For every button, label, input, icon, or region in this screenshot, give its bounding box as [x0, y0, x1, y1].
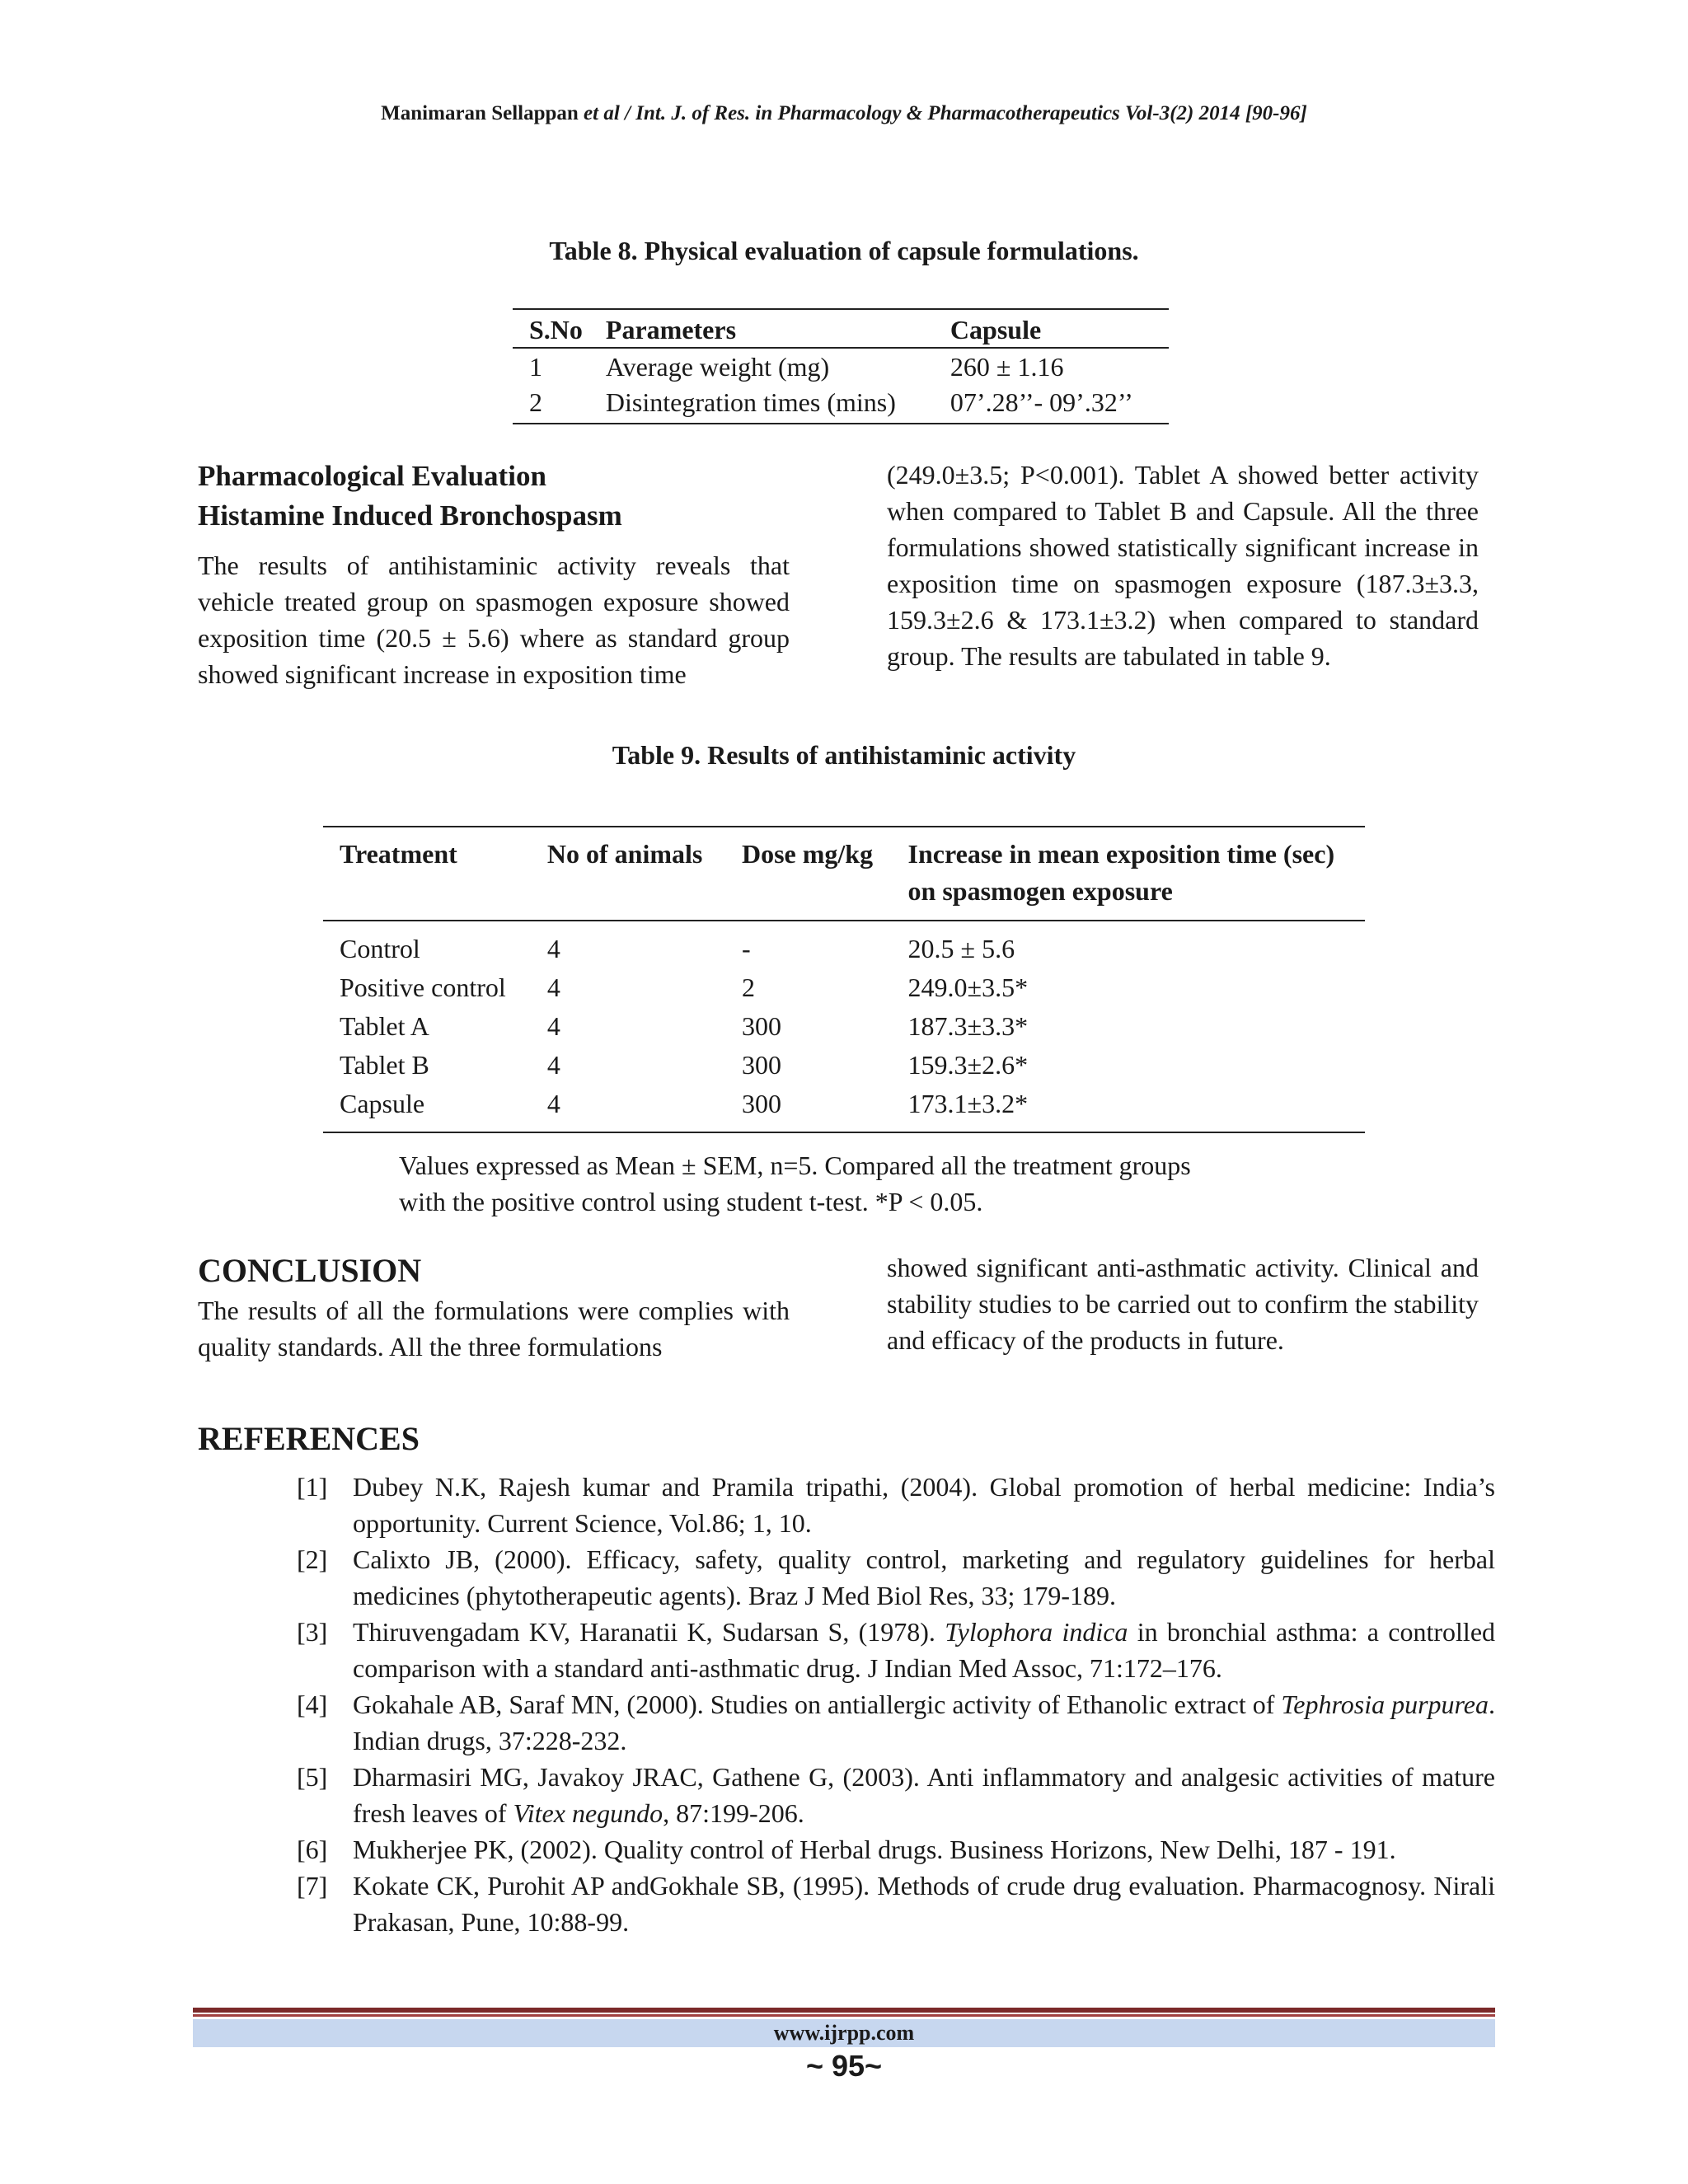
reference-item: [198, 1868, 1495, 1940]
right-column: [887, 457, 1479, 674]
table9-note-line: with the positive control using student t-test. *P < 0.05.: [399, 1187, 983, 1216]
reference-number: [5]: [297, 1762, 328, 1792]
table-cell: 4: [546, 1011, 560, 1041]
table9: [323, 826, 1365, 1133]
table-row: [323, 968, 1365, 1007]
table-cell: 159.3±2.6*: [907, 1050, 1029, 1080]
page-number: ~ 95~: [805, 2049, 883, 2083]
reference-text: Dharmasiri MG, Javakoy JRAC, Gathene G, (2003). Anti inflammatory and analgesic activities of mature fresh leaves of Vitex negundo, 87:199-206.: [353, 1762, 1495, 1828]
table-cell: Capsule: [323, 1085, 531, 1132]
table-cell: 300: [741, 1011, 781, 1041]
table8: [513, 308, 1169, 424]
table9-header: No of animals: [531, 827, 725, 921]
table-cell: -: [741, 934, 751, 963]
table-cell: 4: [546, 1050, 560, 1080]
table-cell: Average weight (mg): [605, 352, 830, 382]
reference-number: [4]: [297, 1690, 328, 1719]
reference-number: [6]: [297, 1835, 328, 1864]
table9-note: [399, 1147, 1306, 1220]
table8-header-row: [513, 309, 1169, 348]
running-header: [0, 102, 1688, 125]
table-cell: 187.3±3.3*: [907, 1011, 1029, 1041]
reference-number: [2]: [297, 1544, 328, 1574]
table-cell: 07’.28’’- 09’.32’’: [934, 384, 1169, 424]
conclusion-heading: CONCLUSION: [198, 1252, 422, 1289]
subsection-heading: Histamine Induced Bronchospasm: [198, 499, 622, 532]
reference-item: [198, 1759, 1495, 1831]
reference-number: [7]: [297, 1871, 328, 1900]
table-cell: 260 ± 1.16: [950, 352, 1064, 382]
table-row: [323, 1085, 1365, 1132]
table-cell: 20.5 ± 5.6: [907, 934, 1015, 963]
table-cell: 4: [546, 972, 560, 1002]
table-cell: 1: [529, 352, 542, 382]
reference-item: [198, 1541, 1495, 1614]
table8-caption: Table 8. Physical evaluation of capsule formulations.: [549, 236, 1139, 265]
reference-item: [198, 1831, 1495, 1868]
table9-header: Treatment: [323, 827, 531, 921]
reference-item: [198, 1614, 1495, 1686]
reference-number: [1]: [297, 1472, 328, 1502]
conclusion-right: [887, 1249, 1479, 1358]
table-cell: Tablet B: [340, 1050, 429, 1080]
header-authors: Manimaran Sellappan: [381, 102, 579, 124]
table-cell: Tablet A: [340, 1011, 429, 1041]
table-cell: 4: [531, 1085, 725, 1132]
reference-text: Calixto JB, (2000). Efficacy, safety, quality control, marketing and regulatory guidelines for herbal medicines (phytotherapeutic agents). Braz J Med Biol Res, 33; 179-189.: [353, 1544, 1495, 1610]
table-cell: 2: [741, 972, 755, 1002]
reference-text: Gokahale AB, Saraf MN, (2000). Studies on antiallergic activity of Ethanolic extract of Tephrosia purpurea. Indian drugs, 37:228-232.: [353, 1690, 1496, 1755]
table-cell: 300: [741, 1050, 781, 1080]
reference-text: Dubey N.K, Rajesh kumar and Pramila tripathi, (2004). Global promotion of herbal medicine: India’s opportunity. Current Science, Vol.86; 1, 10.: [353, 1472, 1495, 1538]
conclusion-left: [198, 1249, 790, 1365]
table-cell: 2: [513, 384, 589, 424]
table-cell: Positive control: [340, 972, 506, 1002]
reference-item: [198, 1686, 1495, 1759]
table-cell: 4: [546, 934, 560, 963]
reference-item: [198, 1469, 1495, 1541]
table-row: [513, 384, 1169, 424]
paragraph: The results of antihistaminic activity reveals that vehicle treated group on spasmogen exposure showed exposition time (20.5 ± 5.6) where as standard group showed significant increase in exposition time: [198, 551, 790, 689]
reference-number: [3]: [297, 1617, 328, 1647]
table9-header-row: [323, 827, 1365, 921]
table8-header: Parameters: [589, 309, 934, 348]
table9-header: Dose mg/kg: [725, 827, 892, 921]
paragraph: (249.0±3.5; P<0.001). Tablet A showed better activity when compared to Tablet B and Capsule. All the three formulations showed statistically significant increase in exposition time on spasmogen exposure (187.3±3.3, 159.3±2.6 & 173.1±3.2) when compared to standard group. The results are tabulated in table 9.: [887, 460, 1479, 671]
table8-header: S.No: [513, 309, 589, 348]
reference-text: Kokate CK, Purohit AP andGokhale SB, (1995). Methods of crude drug evaluation. Pharmacognosy. Nirali Prakasan, Pune, 10:88-99.: [353, 1871, 1495, 1937]
table9-caption: Table 9. Results of antihistaminic activity: [612, 740, 1076, 770]
footer-url[interactable]: www.ijrpp.com: [193, 2019, 1495, 2047]
references-heading: REFERENCES: [198, 1420, 420, 1457]
paragraph: showed significant anti-asthmatic activity. Clinical and stability studies to be carried out to confirm the stability and efficacy of the products in future.: [887, 1253, 1479, 1355]
table-cell: 249.0±3.5*: [907, 972, 1029, 1002]
reference-text: Thiruvengadam KV, Haranatii K, Sudarsan S, (1978). Tylophora indica in bronchial asthma: a controlled comparison with a standard anti-asthmatic drug. J Indian Med Assoc, 71:172–176.: [353, 1617, 1496, 1683]
table-cell: 300: [725, 1085, 892, 1132]
header-journal: / Int. J. of Res. in Pharmacology & Pharmacotherapeutics Vol-3(2) 2014 [90-96]: [619, 102, 1307, 124]
footer-rule: [193, 2008, 1495, 2013]
reference-text: Mukherjee PK, (2002). Quality control of Herbal drugs. Business Horizons, New Delhi, 187 - 191.: [353, 1835, 1396, 1864]
table9-header: Increase in mean exposition time (sec) on spasmogen exposure: [892, 827, 1365, 921]
table-row: [323, 921, 1365, 968]
section-heading: Pharmacological Evaluation: [198, 460, 546, 492]
table-row: [323, 1046, 1365, 1085]
table-cell: Disintegration times (mins): [589, 384, 934, 424]
header-etal: et al: [584, 102, 620, 124]
left-column: [198, 457, 790, 692]
reference-list: [198, 1469, 1495, 1940]
table-row: [323, 1007, 1365, 1046]
table-cell: 173.1±3.2*: [892, 1085, 1365, 1132]
table-cell: Control: [340, 934, 420, 963]
footer-rule: [193, 2014, 1495, 2017]
paragraph: The results of all the formulations were complies with quality standards. All the three formulations: [198, 1296, 790, 1361]
table-row: [513, 348, 1169, 384]
table9-note-line: Values expressed as Mean ± SEM, n=5. Compared all the treatment groups: [399, 1151, 1191, 1180]
table8-header: Capsule: [934, 309, 1169, 348]
